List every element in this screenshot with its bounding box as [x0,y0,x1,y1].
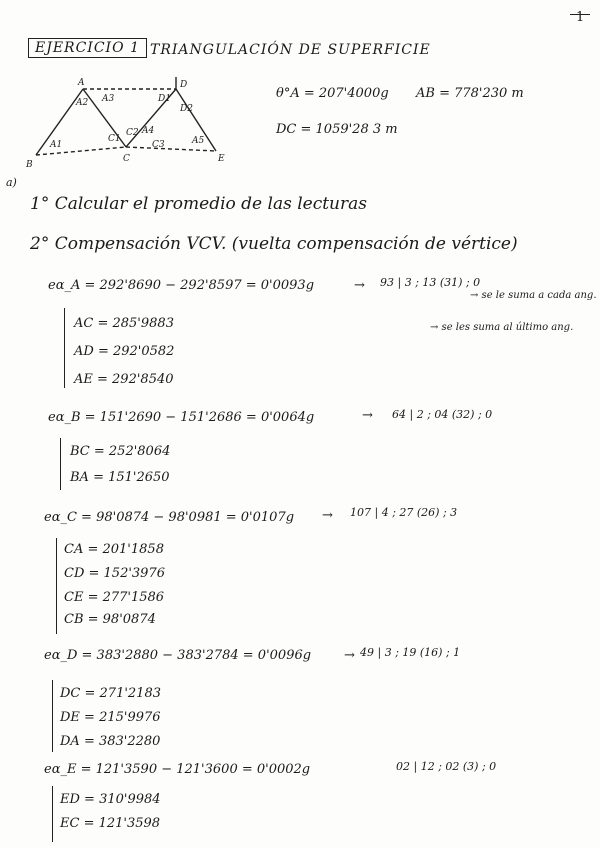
block-d-division: 49 | 3 ; 19 (16) ; 1 [360,646,461,659]
block-a-item-2: AD = 292'0582 [74,344,175,359]
angle-c3: C3 [152,140,165,150]
vertex-e: E [218,154,225,164]
block-c-item-4: CB = 98'0874 [64,612,156,627]
section-a-label: a) [6,176,17,189]
vertex-c: C [123,154,130,164]
block-b-brace [60,438,61,490]
vertex-d: D [180,80,188,90]
exercise-label: EJERCICIO 1 [28,38,147,58]
page-number-rule [570,14,590,15]
block-b-item-2: BA = 151'2650 [70,470,170,485]
block-d-item-2: DE = 215'9976 [60,710,161,725]
page-number: 1 [576,10,585,25]
angle-a1: A1 [50,140,63,150]
angle-a2: A2 [76,98,89,108]
step-1: 1° Calcular el promedio de las lecturas [30,194,367,214]
angle-a4: A4 [142,126,155,136]
given-dc: DC = 1059'28 3 m [276,122,398,137]
edge-ce [126,147,216,151]
angle-c1: C1 [108,134,121,144]
block-a-equation: eα_A = 292'8690 − 292'8597 = 0'0093g [48,278,315,293]
angle-d1: D1 [158,94,171,104]
block-c-arrow: → [322,508,333,523]
block-d-item-1: DC = 271'2183 [60,686,161,701]
block-a-brace [64,308,65,388]
triangulation-figure [18,75,238,175]
block-a-arrow: → [354,278,365,293]
block-e-item-2: EC = 121'3598 [60,816,161,831]
block-c-brace [56,538,57,634]
block-d-arrow: → [344,648,355,663]
block-c-item-3: CE = 277'1586 [64,590,165,605]
block-e-equation: eα_E = 121'3590 − 121'3600 = 0'0002g [44,762,311,777]
block-c-equation: eα_C = 98'0874 − 98'0981 = 0'0107g [44,510,295,525]
angle-c2: C2 [126,128,139,138]
given-ab: AB = 778'230 m [416,86,524,101]
block-b-arrow: → [362,408,373,423]
block-a-item-3: AE = 292'8540 [74,372,174,387]
block-a-item-1: AC = 285'9883 [74,316,174,331]
block-d-brace [52,680,53,752]
angle-d2: D2 [180,104,193,114]
vertex-b: B [26,160,33,170]
block-a-division: 93 | 3 ; 13 (31) ; 0 [380,276,481,289]
block-b-division: 64 | 2 ; 04 (32) ; 0 [392,408,493,421]
block-d-equation: eα_D = 383'2880 − 383'2784 = 0'0096g [44,648,312,663]
block-e-item-1: ED = 310'9984 [60,792,161,807]
block-d-item-3: DA = 383'2280 [60,734,161,749]
block-c-item-1: CA = 201'1858 [64,542,164,557]
block-e-division: 02 | 12 ; 02 (3) ; 0 [396,760,497,773]
block-c-item-2: CD = 152'3976 [64,566,165,581]
vertex-a: A [78,78,85,88]
block-c-division: 107 | 4 ; 27 (26) ; 3 [350,506,458,519]
block-a-note-2: → se les suma al último ang. [430,322,574,333]
angle-a5: A5 [192,136,205,146]
exercise-title: TRIANGULACIÓN DE SUPERFICIE [150,42,431,58]
step-2: 2° Compensación VCV. (vuelta compensación de vértice) [30,234,518,254]
block-e-brace [52,786,53,842]
block-b-item-1: BC = 252'8064 [70,444,171,459]
given-theta: θ°A = 207'4000g [276,86,389,101]
block-a-note-1: → se le suma a cada ang. [470,290,597,301]
block-b-equation: eα_B = 151'2690 − 151'2686 = 0'0064g [48,410,315,425]
angle-a3: A3 [102,94,115,104]
